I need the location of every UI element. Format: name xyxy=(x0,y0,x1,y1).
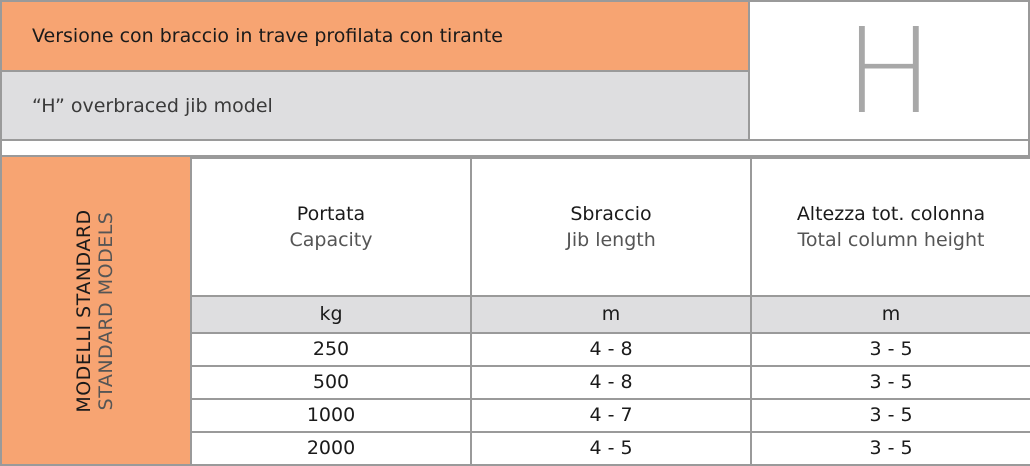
table-cell: 500 xyxy=(191,366,471,399)
side-label xyxy=(74,209,118,412)
units-row xyxy=(191,296,1030,332)
table-cell: 3 - 5 xyxy=(751,366,1030,399)
table-cell: 4 - 8 xyxy=(471,366,751,399)
side-label-italian: MODELLI STANDARD xyxy=(73,208,96,413)
model-letter-box xyxy=(750,0,1030,141)
model-title-english: “H” overbraced jib model xyxy=(0,72,750,141)
table-row xyxy=(191,432,1030,465)
table-cell: 4 - 8 xyxy=(471,333,751,366)
side-label-english: STANDARD MODELS xyxy=(95,211,117,410)
unit-cell: m xyxy=(751,296,1030,332)
table-cell: 3 - 5 xyxy=(751,333,1030,366)
table-row xyxy=(191,333,1030,366)
table-cell: 4 - 7 xyxy=(471,399,751,432)
table-row xyxy=(191,399,1030,432)
column-header-english: Capacity xyxy=(289,229,373,252)
column-header-italian: Sbraccio xyxy=(570,202,652,225)
column-header-italian: Altezza tot. colonna xyxy=(796,202,986,225)
table-cell: 4 - 5 xyxy=(471,432,751,465)
spacer-row xyxy=(0,141,1030,157)
model-letter: H xyxy=(844,1,934,140)
table-cell: 250 xyxy=(191,333,471,366)
table-cell: 3 - 5 xyxy=(751,399,1030,432)
table-cell: 1000 xyxy=(191,399,471,432)
side-label-panel xyxy=(0,157,190,466)
table-cell: 3 - 5 xyxy=(751,432,1030,465)
table-header-row xyxy=(191,158,1030,296)
column-header-jib-length xyxy=(471,158,751,296)
column-header-english: Jib length xyxy=(566,229,656,252)
unit-cell: kg xyxy=(191,296,471,332)
column-header-italian: Portata xyxy=(296,202,366,225)
unit-cell: m xyxy=(471,296,751,332)
column-header-capacity xyxy=(191,158,471,296)
column-header-english: Total column height xyxy=(797,229,985,252)
column-header-column-height xyxy=(751,158,1030,296)
table-row xyxy=(191,366,1030,399)
model-title-italian: Versione con braccio in trave profilata con tirante xyxy=(0,0,750,72)
table-cell: 2000 xyxy=(191,432,471,465)
standard-models-table xyxy=(190,157,1030,466)
